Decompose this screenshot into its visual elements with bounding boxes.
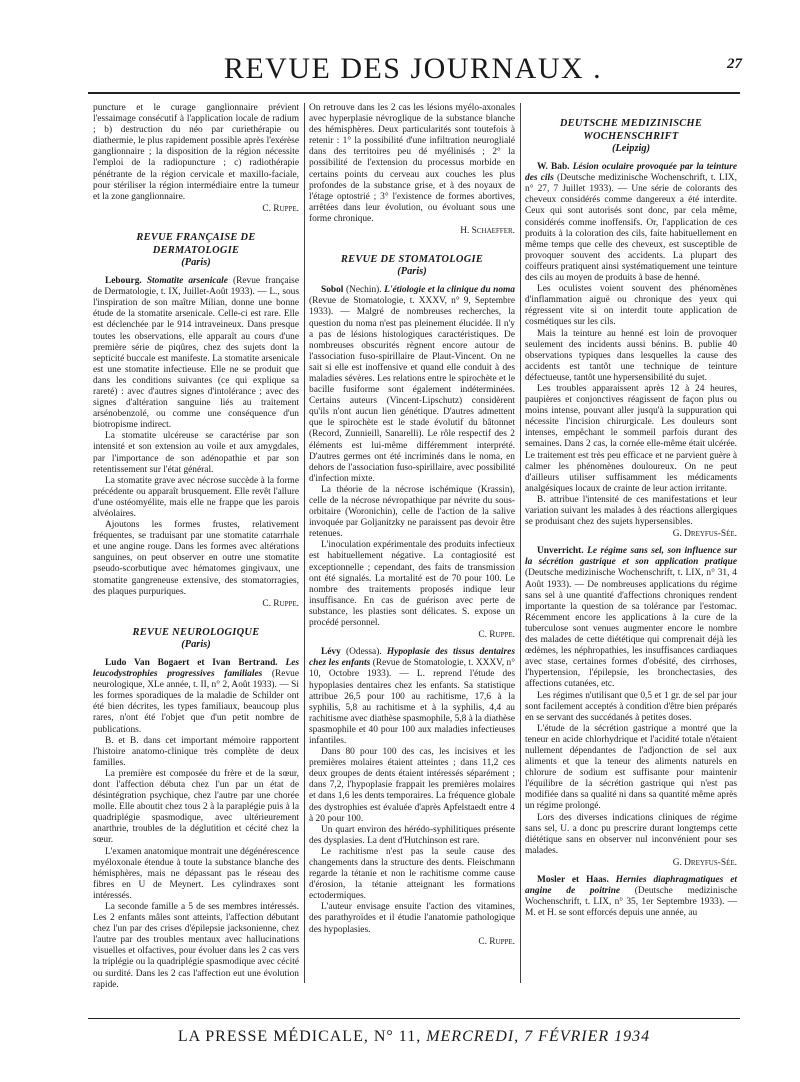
- paragraph: L'étude de la sécrétion gastrique a montré que la teneur en acide chlorhydrique et l'acidité totale n'étaient nullement dépendantes de l'adjonction de sel aux aliments et que la teneur des aliments naturels en chlorure de sodium est suffisante pour maintenir l'équilibre de la sécrétion gastrique qui n'est pas modifiée dans sa qualité ni dans sa quantité même après un régime prolongé.: [525, 723, 737, 812]
- footer-date: MERCREDI, 7 FÉVRIER 1934: [421, 1028, 651, 1045]
- paragraph: Un quart environ des hérédo-syphilitiques présente des dysplasies. La dent d'Hutchinson est rare.: [309, 824, 515, 846]
- article-title: Lésion oculaire provoquée par la teinture des cils: [525, 162, 737, 184]
- column-divider: [304, 103, 305, 983]
- article-body: (Deutsche medizinische Wochenschrift, t. LIX, n° 31, 4 Août 1933). — De nombreuses applications du régime sans sel à une quantité d'affections chroniques rendent importante la question de sa tolérance par l'estomac. Récemment encore les applications à la cure de la tuberculose sont venues augmenter encore le nombre des malades de cette diététique qui comprenait déjà les œdèmes, les néphropathies, les insuffisances cardiaques avec stase, certaines formes d'obésité, des cirrhoses, l'hypertension, l'épilepsie, les bronchectasies, des affections cutanées, etc.: [525, 568, 737, 690]
- paragraph: L'auteur envisage ensuite l'action des vitamines, des parathyroïdes et il étudie l'anatomie pathologique des hypoplasies.: [309, 902, 515, 935]
- section-city: (Leipzig): [611, 143, 651, 154]
- signature: H. Schaeffer.: [460, 226, 515, 237]
- paragraph: La première est composée du frère et de la sœur, dont l'affection débuta chez l'un par un état de désintégration psychique, chez l'autre par une chorée molle. Elle aboutit chez tous 2 à la paraplégie puis à la quadriplégie spasmodique, avec ultérieurement anarthrie, troubles de la déglutition et cécité chez la sœur.: [93, 768, 299, 846]
- article-title: Stomatite arsenicale: [146, 276, 228, 287]
- article: [309, 285, 515, 485]
- section-title: DEUTSCHE MEDIZINISCHE WOCHENSCHRIFT: [559, 118, 703, 142]
- column-right: [525, 103, 737, 983]
- article-title: L'étiologie et la clinique du noma: [384, 285, 515, 296]
- signature: C. Ruppe.: [478, 936, 515, 947]
- article-body: (Revue neurologique, XLe année, t. II, n° 2, Août 1933). — Si les formes sporadiques de la maladie de Schilder ont été bien décrites, les types familiaux, beaucoup plus rares, n'ont été l'objet que d'un petit nombre de publications.: [93, 669, 299, 735]
- header-rule: [88, 92, 740, 94]
- paragraph: Dans 80 pour 100 des cas, les incisives et les premières molaires étaient atteintes ; dans 11,2 ces deux groupes de dents étaient intéressés séparément ; dans 7,2, l'hypoplasie frappait les premières molaires et dans 1,6 les dents temporaires. La fréquence globale des dystrophies est évaluée d'après Apfelstaedt entre 4 à 20 pour 100.: [309, 747, 515, 824]
- section-city: (Paris): [181, 638, 211, 650]
- paragraph: Le rachitisme n'est pas la seule cause des changements dans la structure des dents. Fleischmann regarde la tétanie et non le rachitisme comme cause d'érosion, la tétanie atteignant les formations ectodermiques.: [309, 846, 515, 902]
- signature: G. Dreyfus-Sée.: [672, 529, 737, 540]
- paragraph: Lors des diverses indications cliniques de régime sans sel, U. a donc pu prescrire durant longtemps cette diététique sans en observer nul inconvénient pour ses malades.: [525, 812, 737, 856]
- article-title: Hypoplasie des tissus dentaires chez les enfants: [309, 647, 515, 669]
- paragraph: Les troubles apparaissent après 12 à 24 heures, paupières et conjonctives réagissent de façon plus ou moins intense, pouvant aller jusqu'à la suppuration qui nécessite l'incision chirurgicale. Les douleurs sont intenses, empêchant le sommeil parfois durant des semaines. Dans 2 cas, la cornée elle-même était ulcérée. Le traitement est très peu efficace et ne parvient guère à calmer les phénomènes douloureux. On ne peut d'ailleurs utiliser suffisamment les médicaments analgésiques locaux de crainte de leur action irritante.: [525, 383, 737, 494]
- article: [93, 276, 299, 431]
- column-divider: [520, 103, 521, 983]
- article: [525, 875, 737, 919]
- signature: C. Ruppe.: [478, 630, 515, 641]
- paragraph: Les oculistes voient souvent des phénomènes d'inflammation aiguë ou chronique des yeux qui régressent vite si on interdit toute application de cosmétiques sur les cils.: [525, 284, 737, 328]
- page-footer: [88, 1028, 740, 1046]
- section-title: REVUE FRANÇAISE DE DERMATOLOGIE: [136, 231, 256, 256]
- article-author: Sobol: [321, 285, 344, 296]
- paragraph: Les régimes n'utilisant que 0,5 et 1 gr. de sel par jour sont facilement acceptés à condition d'être bien préparés en se servant des succédanés à petites doses.: [525, 690, 737, 723]
- paragraph: La théorie de la nécrose ischémique (Krassin), celle de la nécrose névropathique par névrite du sous-orbitaire (Woronichin), celle de l'action de la salive invoquée par Goljanitzky ne paraissent pas devoir être retenues.: [309, 484, 515, 540]
- paragraph: Ajoutons les formes frustes, relativement fréquentes, se traduisant par une stomatite catarrhale et une angine rouge. Dans les formes avec altérations sanguines, on peut observer en outre une stomatite pseudo-scorbutique avec hématomes gingivaux, une stomatite gangreneuse extensive, des stomatorragies, des plaques purpuriques.: [93, 520, 299, 597]
- paragraph: B. attribue l'intensité de ces manifestations et leur variation suivant les malades à des réactions allergiques se produisant chez des sujets hypersensibles.: [525, 494, 737, 528]
- page-number: 27: [727, 56, 742, 72]
- article-author: Unverricht.: [537, 546, 584, 557]
- article-author: W. Bab.: [537, 162, 570, 173]
- paragraph: Mais la teinture au henné est loin de provoquer seulement des incidents aussi bénins. B. publie 40 observations typiques dans lesquelles la cause des accidents est tantôt une technique de teinture défectueuse, tantôt une hypersensibilité du sujet.: [525, 328, 737, 383]
- section-city: (Paris): [397, 266, 427, 278]
- page-header: [88, 52, 742, 90]
- paragraph: La seconde famille a 5 de ses membres intéressés. Les 2 enfants mâles sont atteints, l'affection débutant chez l'un par des crises d'épilepsie jacksonienne, chez l'autre par des troubles mentaux avec hallucinations visuelles et olfactives, pour évoluer dans les 2 cas vers la triplégie ou la quadriplégie spasmodique avec cécité ou surdité. Dans les 2 cas l'affection eut une évolution rapide.: [93, 902, 299, 990]
- article-body: (Deutsche medizinische Wochenschrift, t. LIX, n° 27, 7 Juillet 1933). — Une série de colorants des cheveux considérés comme dangereux a été interdite. Ceux qui sont autorisés sont donc, par cela même, considérés comme inoffensifs. Or, l'application de ces produits à la coloration des cils, faite habituellement en même temps que celle des cheveux, est susceptible de provoquer souvent des accidents. La plupart des coiffeurs pratiquent ainsi systématiquement une teinture des cils au moyen de produits à base de henné.: [525, 173, 737, 284]
- section-city: (Paris): [181, 256, 211, 268]
- article: [525, 162, 737, 284]
- column-left: [93, 103, 300, 990]
- signature: C. Ruppe.: [262, 203, 299, 214]
- article: [93, 658, 299, 736]
- article-body: (Revue française de Dermatologie, t. IX, Juillet-Août 1933). — L., sous l'inspiration de son maître Milian, donne une bonne étude de la stomatite arsenicale. Celle-ci est rare. Elle est déclenchée par le 914 intraveineux. Dans presque toutes les observations, elle apparaît au cours d'une première série de piqûres, chez des sujets dont la septicité buccale est manifeste. La stomatite arsenicale est une stomatite infectieuse. Elle ne se produit que dans les conditions suivantes (ce qui explique sa rareté) : avec d'autres signes d'intolérance ; avec des signes d'altération sanguine liés au traitement arsénobenzolé, ou comme une conséquence d'un biotropisme indirect.: [93, 276, 299, 431]
- paragraph: On retrouve dans les 2 cas les lésions myélo-axonales avec hyperplasie névroglique de la substance blanche des hémisphères. Deux particularités sont toutefois à retenir : 1° la possibilité d'une infiltration neuroglialé dans des territoires peu dé myélinisés ; 2° la possibilité de l'extension du processus morbide en certains points du cerveau aux couches les plus profondes de la substance grise, et à des noyaux de l'étage optostrié ; 3° l'existence de formes abortives, arrêtées dans leur évolution, ou évoluant sous une forme chronique.: [309, 103, 515, 224]
- paragraph: La stomatite grave avec nécrose succède à la forme précédente ou apparaît brusquement. Elle revêt l'allure d'une ostéomyélite, mais elle ne frappe que les parois alvéolaires.: [93, 475, 299, 519]
- paragraph: La stomatite ulcéreuse se caractérise par son intensité et son extension au voile et aux amygdales, par l'importance de son adénopathie et par son retentissement sur l'état général.: [93, 431, 299, 475]
- article-title: Hernies diaphragmatiques et angine de poitrine: [525, 875, 737, 897]
- paragraph: puncture et le curage ganglionnaire prévient l'essaimage consécutif à l'application locale de radium ; b) destruction du néo par curiethérapie ou diathermie, le plus rapidement possible après l'exérèse ganglionnaire ; la disposition de la région nécessite l'emploi de la radiopuncture ; c) radiothérapie pénétrante de la région cervicale et maxillo-faciale, pour stériliser la région intermédiaire entre la tumeur et la zone ganglionnaire.: [93, 103, 299, 202]
- article-body: (Deutsche medizinische Wochenschrift, t. LIX, n° 35, 1er Septembre 1933). — M. et H. se sont efforcés depuis une année, au: [525, 886, 737, 919]
- article-body: (Revue de Stomatologie, t. XXXV, n° 9, Septembre 1933). — Malgré de nombreuses recherches, la question du noma n'est pas pleinement élucidée. Il n'y a pas de lésions histologiques caractéristiques. De nombreuses obscurités règnent encore autour de l'association fuso-spirillaire de Plaut-Vincent. On ne sait si elle est inoffensive et quand elle conduit à des maladies sévères. Les relations entre le spirochète et le bacille fusiforme sont également indéterminées. Certains auteurs (Vincent-Lipschutz) considèrent qu'ils n'ont aucun lien génétique. D'autres admettent que le spirochète est le stade évolutif du bâtonnet (Record, Zunnieill, Sanarelli). Le rôle respectif des 2 éléments est lui-même différemment interprété. D'autres germes ont été incriminés dans le noma, en dehors de l'association fuso-spirillaire, avec possibilité d'infection mixte.: [309, 296, 515, 484]
- section-title: REVUE NEUROLOGIQUE: [132, 626, 260, 638]
- footer-rule: [88, 1018, 740, 1019]
- paragraph: L'inoculation expérimentale des produits infectieux est habituellement négative. La contagiosité est exceptionnelle ; cependant, des faits de transmission ont été signalés. La mortalité est de 70 pour 100. Le nombre des traitements proposés indique leur insuffisance. En cas de guérison avec perte de substance, les plasties sont délicates. S. expose un procédé personnel.: [309, 540, 515, 629]
- article-author: Lebourg.: [105, 276, 142, 287]
- article: [525, 546, 737, 690]
- article-author: Ludo Van Bogaert et Ivan Bertrand.: [105, 657, 278, 668]
- column-middle: [309, 103, 515, 983]
- article: [309, 647, 515, 747]
- article-place: (Odessa).: [340, 647, 387, 658]
- signature: G. Dreyfus-Sée.: [672, 857, 737, 868]
- article-author: Mosler et Haas.: [537, 875, 609, 885]
- footer-journal: LA PRESSE MÉDICALE, N° 11,: [177, 1028, 422, 1045]
- paragraph: L'examen anatomique montrait une dégénérescence myéloxonale étendue à toute la substance blanche des hémisphères, mais ne dépassant pas le réseau des fibres en U de Meynert. Les cylindraxes sont intéressés.: [93, 846, 299, 901]
- paragraph: B. et B. dans cet important mémoire rapportent l'histoire anatomo-clinique très complète de deux familles.: [93, 735, 299, 768]
- article-body: (Revue de Stomatologie, t. XXXV, n° 10, Octobre 1933). — L. reprend l'étude des hypoplasies dentaires chez les enfants. Sa statistique attribue 26,5 pour 100 au rachitisme, 17,6 à la syphilis, 5,8 au rachitisme et à la syphilis, 4,4 au rachitisme avec diathèse spasmophile, 5,8 à la diathèse spasmophile et 40 pour 100 aux maladies infectieuses infantiles.: [309, 658, 515, 746]
- journal-section-title: REVUE DES JOURNAUX .: [223, 52, 603, 85]
- signature: C. Ruppe.: [262, 598, 299, 609]
- section-title: REVUE DE STOMATOLOGIE: [340, 254, 484, 266]
- article-author: Lévy: [321, 647, 341, 658]
- article-title: Le régime sans sel, son influence sur la sécrétion gastrique et son application pratique: [525, 546, 737, 568]
- article-title: Les leucodystrophies progressives familiales: [93, 657, 300, 680]
- article-place: (Nechin).: [343, 285, 385, 296]
